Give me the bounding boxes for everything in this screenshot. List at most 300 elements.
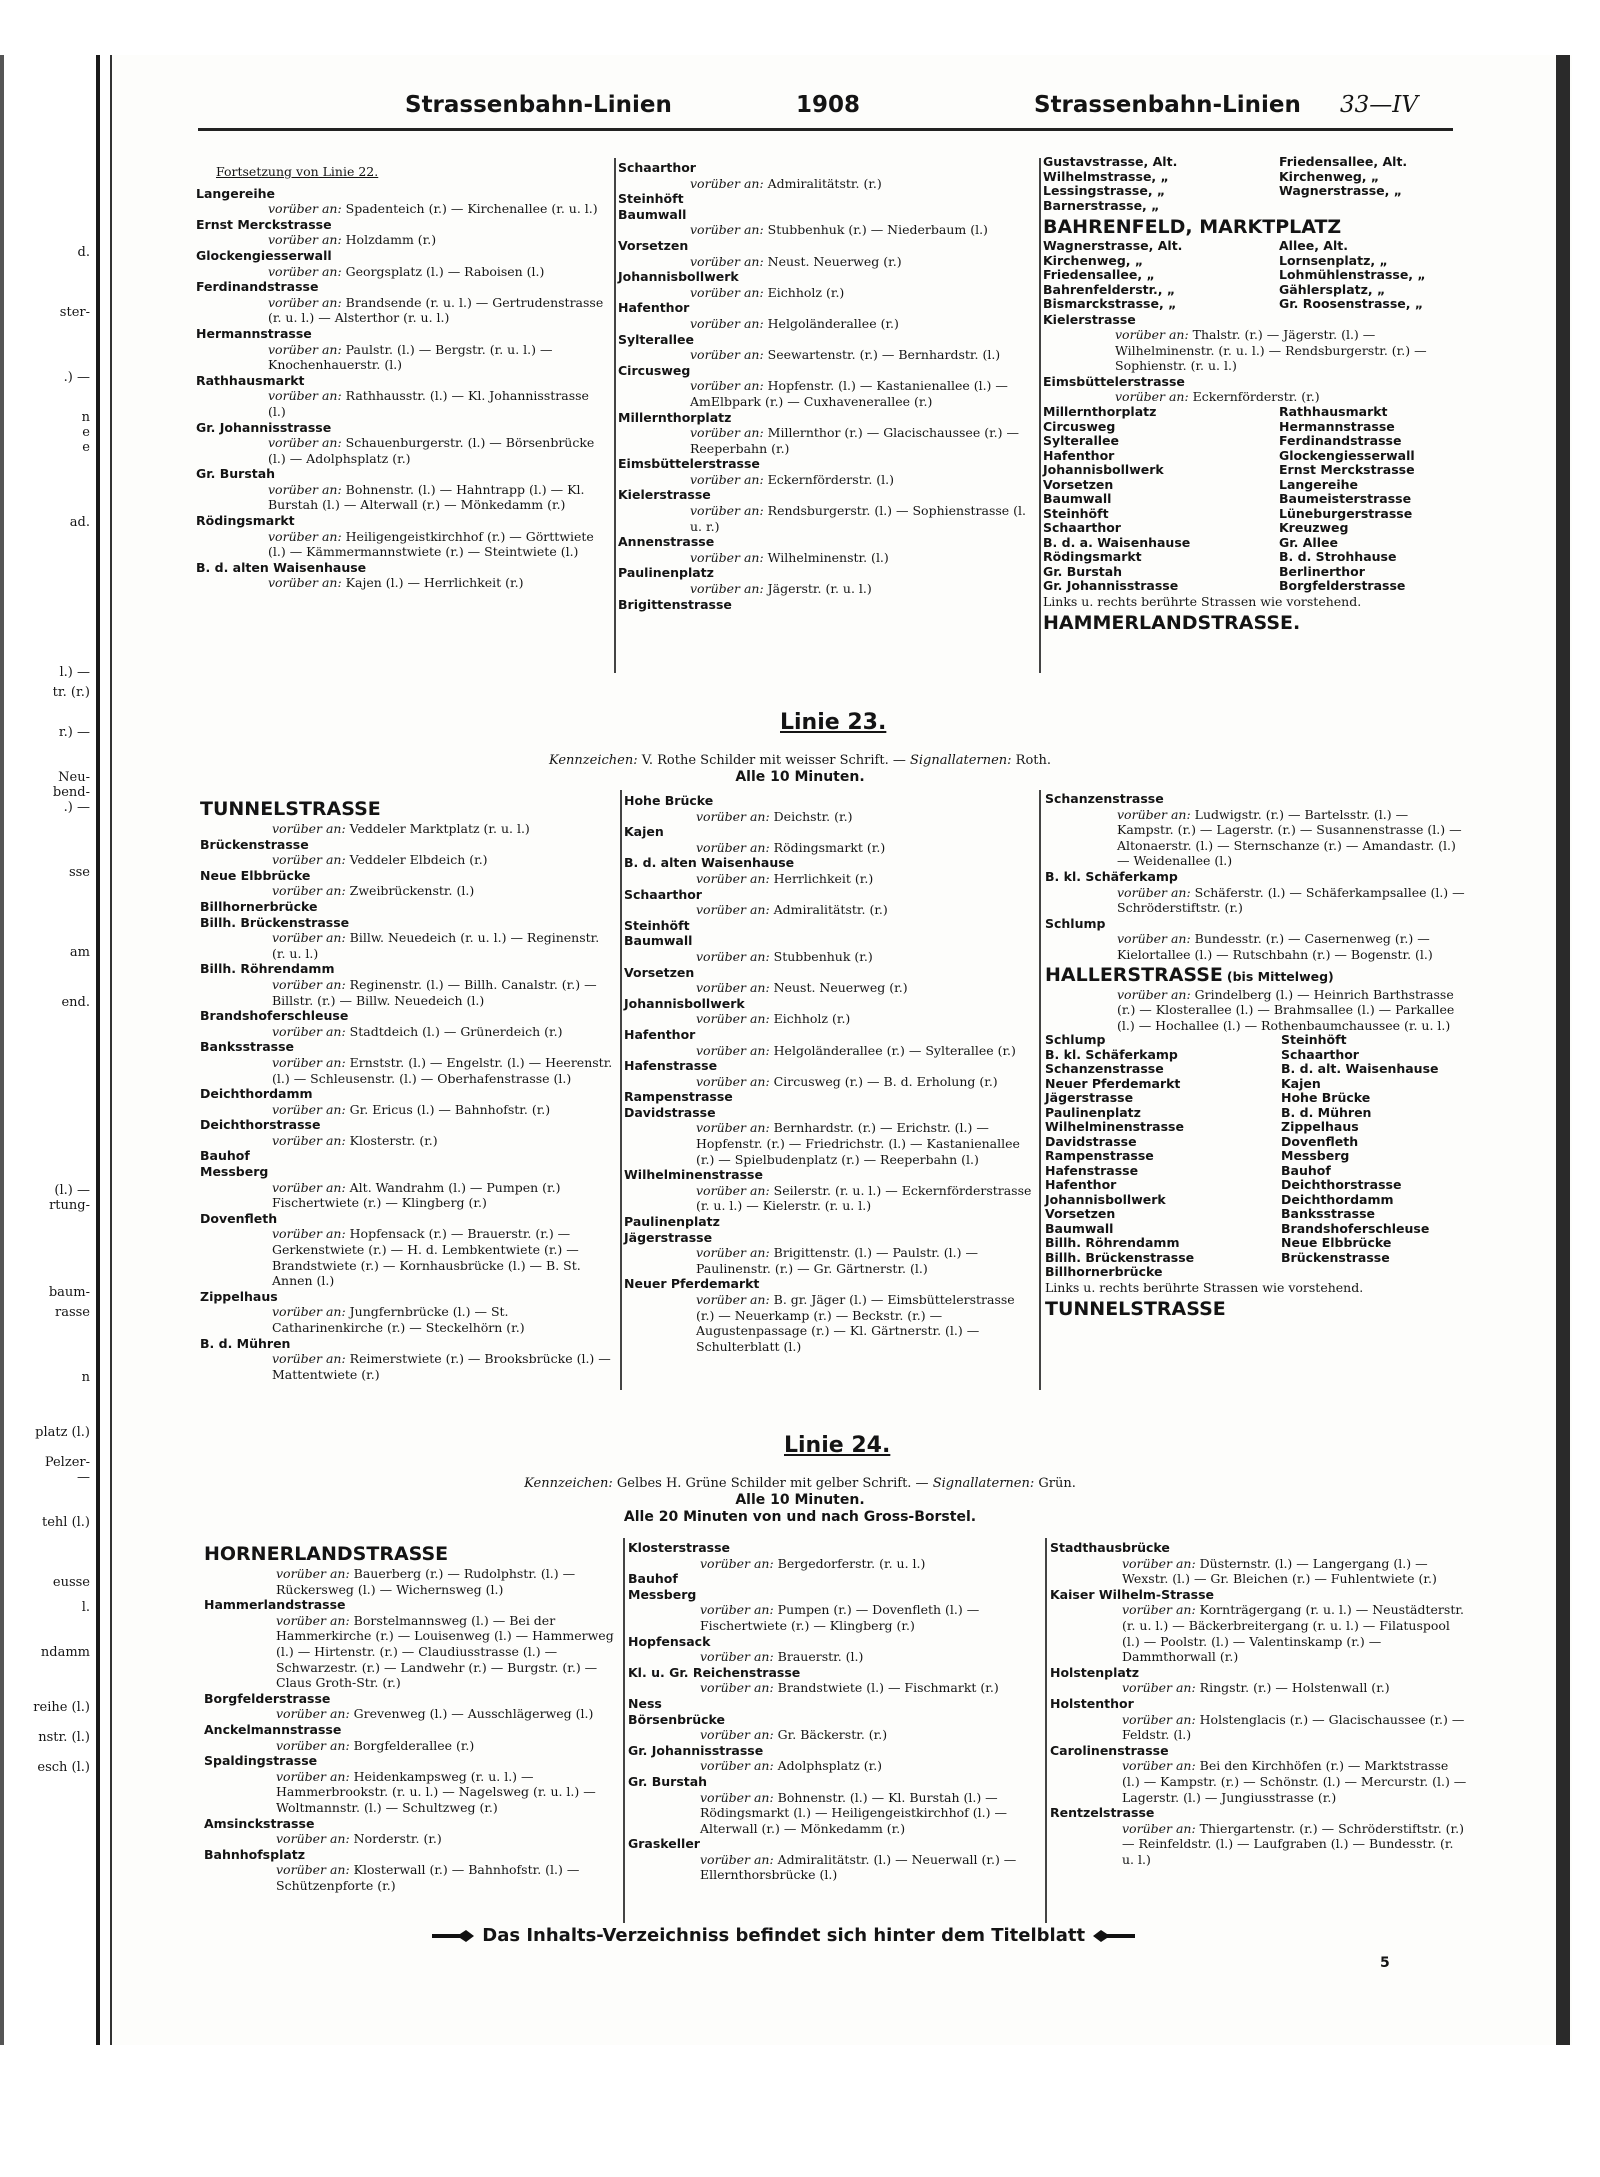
stop-via: vorüber an: Helgoländerallee (r.) — Sylterallee (r.): [696, 1042, 1016, 1058]
stop-name: Johannisbollwerk: [624, 995, 745, 1011]
stop-name: Billh. Brückenstrasse: [200, 914, 350, 930]
stop-name: Baumwall: [618, 206, 687, 222]
footer-text: Das Inhalts-Verzeichniss befindet sich hinter dem Titelblatt: [482, 1925, 1086, 1946]
stop-via: vorüber an: Circusweg (r.) — B. d. Erholung (r.): [696, 1073, 998, 1089]
route-stop: [1050, 1696, 1468, 1743]
via-label: vorüber an:: [1115, 327, 1193, 343]
station-name: Deichthordamm: [1281, 1191, 1394, 1207]
via-label: vorüber an:: [276, 1737, 354, 1753]
stop-via: vorüber an: Reginenstr. (l.) — Billh. Canalstr. (r.) — Billstr. (r.) — Billw. Neuedeich (l.): [272, 976, 597, 1008]
via-label: vorüber an:: [700, 1680, 778, 1696]
via-label: vorüber an:: [696, 980, 774, 996]
s23-pairs: [1045, 1033, 1465, 1280]
stop-via: vorüber an: Admiralitätstr. (r.): [696, 902, 888, 918]
via-label: vorüber an:: [272, 1132, 350, 1148]
via-label: vorüber an:: [268, 435, 346, 451]
via-label: vorüber an:: [276, 1612, 354, 1628]
signal-value: Roth.: [1015, 753, 1051, 768]
station-name: Lessingstrasse, „: [1043, 183, 1166, 198]
stop-name: Jägerstrasse: [624, 1229, 713, 1245]
stop-via: vorüber an: Klosterwall (r.) — Bahnhofstr. (l.) — Schützenpforte (r.): [276, 1862, 580, 1893]
station-name: Allee, Alt.: [1279, 238, 1348, 253]
route-stop: [200, 837, 615, 868]
station-name: Jägerstrasse: [1045, 1090, 1134, 1106]
neighbor-page-fragment: l.: [81, 1600, 90, 1615]
header-rule: [198, 128, 1453, 131]
station-name: B. kl. Schäferkamp: [1045, 1046, 1178, 1062]
neighbor-page-fragment: esch (l.): [37, 1760, 90, 1775]
route-stop: [200, 1148, 615, 1164]
stop-name: Kajen: [624, 824, 664, 840]
route-stop: [200, 899, 615, 915]
route-stop: [628, 1712, 1040, 1743]
s23-col3-list: [1045, 791, 1465, 963]
station-name: Kajen: [1281, 1075, 1321, 1091]
via-label: vorüber an:: [700, 1851, 778, 1867]
column-divider: [1039, 158, 1041, 673]
station-name: Bismarckstrasse, „: [1043, 296, 1177, 311]
stop-name: Steinhöft: [618, 191, 684, 207]
route-stop: [1050, 1540, 1468, 1587]
neighbor-page-fragment: ad.: [69, 515, 90, 530]
stop-via: vorüber an: Bauerberg (r.) — Rudolphstr. (l.) — Rückersweg (l.) — Wichernsweg (l.): [276, 1566, 576, 1597]
stop-via: vorüber an: Holzdamm (r.): [268, 232, 437, 248]
stop-name: Amsinckstrasse: [204, 1815, 315, 1831]
stop-name: Kielerstrasse: [1043, 311, 1136, 327]
stop-name: B. kl. Schäferkamp: [1045, 868, 1178, 884]
route-stop: [624, 1089, 1034, 1105]
via-label: vorüber an:: [696, 1042, 774, 1058]
station-name: Borgfelderstrasse: [1279, 578, 1406, 594]
route-stop: [196, 560, 606, 591]
station-name: Wilhelminenstrasse: [1045, 1119, 1184, 1135]
stop-via: vorüber an: Stubbenhuk (r.) — Niederbaum (l.): [690, 222, 988, 238]
pointing-hand-icon: [1091, 1928, 1137, 1944]
via-label: vorüber an:: [690, 581, 768, 597]
stop-name: Neue Elbbrücke: [200, 867, 311, 883]
route-stop: [628, 1634, 1040, 1665]
stop-name: Vorsetzen: [624, 964, 695, 980]
station-name: Wagnerstrasse, Alt.: [1043, 238, 1183, 253]
route-stop: [618, 332, 1033, 363]
neighbor-page-fragment: .) —: [63, 800, 90, 815]
s22-pairs-a: [1043, 155, 1463, 213]
via-label: vorüber an:: [1122, 1602, 1200, 1618]
stop-via: vorüber an: Klosterstr. (r.): [272, 1132, 438, 1148]
s24-col1-list: [204, 1566, 619, 1893]
stop-via: vorüber an: Zweibrückenstr. (l.): [272, 883, 475, 899]
s24-col3: [1050, 1540, 1468, 1867]
route-stop: [618, 269, 1033, 300]
via-label: vorüber an:: [272, 1179, 350, 1195]
route-stop: [624, 1167, 1034, 1214]
route-stop: [204, 1753, 619, 1815]
stop-name: Sylterallee: [618, 331, 695, 347]
via-label: vorüber an:: [700, 1602, 778, 1618]
kennzeichen-label: Kennzeichen:: [549, 753, 638, 768]
via-label: vorüber an:: [272, 1054, 350, 1070]
stop-via: vorüber an: Pumpen (r.) — Dovenfleth (l.) — Fischertwiete (r.) — Klingberg (r.): [700, 1602, 980, 1633]
route-stop: [1045, 869, 1465, 916]
stop-via: vorüber an: Ringstr. (r.) — Holstenwall (r.): [1122, 1680, 1390, 1696]
route-stop: [204, 1816, 619, 1847]
stop-name: Ness: [628, 1695, 662, 1711]
station-name: Zippelhaus: [1281, 1119, 1359, 1135]
route-stop: [624, 1276, 1034, 1354]
kennzeichen-value: Gelbes H. Grüne Schilder mit gelber Schrift. —: [616, 1476, 929, 1491]
via-label: vorüber an:: [696, 1120, 774, 1136]
stop-name: Baumwall: [624, 933, 693, 949]
stop-via: vorüber an: Eichholz (r.): [696, 1011, 851, 1027]
station-name: Kirchenweg, „: [1279, 168, 1380, 184]
via-label: vorüber an:: [696, 948, 774, 964]
station-name: Paulinenplatz: [1045, 1104, 1141, 1120]
via-label: vorüber an:: [1115, 389, 1193, 405]
s22-col3-entries: [1043, 312, 1463, 406]
route-stop: [200, 1086, 615, 1117]
stop-via: vorüber an: Reimerstwiete (r.) — Brooksbrücke (l.) — Mattentwiete (r.): [272, 1351, 611, 1382]
via-label: vorüber an:: [690, 471, 768, 487]
via-label: vorüber an:: [700, 1555, 778, 1571]
via-label: vorüber an:: [696, 1182, 774, 1198]
page-number: 5: [1380, 1955, 1390, 1971]
stop-name: Holstenplatz: [1050, 1664, 1140, 1680]
stop-name: Wilhelminenstrasse: [624, 1167, 763, 1183]
station-name: Sylterallee: [1043, 433, 1120, 449]
stop-via: vorüber an: Neust. Neuerweg (r.): [690, 253, 902, 269]
page-right-shadow: [1556, 55, 1570, 2045]
route-stop: [200, 915, 615, 962]
station-name: Vorsetzen: [1043, 476, 1114, 492]
route-stop: [618, 597, 1033, 613]
stop-name: Schlump: [1045, 915, 1106, 931]
station-name: Neuer Pferdemarkt: [1045, 1075, 1181, 1091]
stop-name: Hopfensack: [628, 1633, 711, 1649]
route-stop: [628, 1836, 1040, 1883]
stop-via: vorüber an: Wilhelminenstr. (l.): [690, 549, 889, 565]
stop-via: vorüber an: Eichholz (r.): [690, 284, 845, 300]
route-stop: [1043, 374, 1463, 405]
via-label: vorüber an:: [272, 930, 350, 946]
linie-24-kennzeichen: [300, 1475, 1300, 1492]
stop-name: Schaarthor: [624, 886, 702, 902]
stop-via: vorüber an: Rödingsmarkt (r.): [696, 839, 886, 855]
stop-name: Ferdinandstrasse: [196, 279, 319, 295]
via-label: vorüber an:: [700, 1727, 778, 1743]
s22-col3: [1043, 155, 1463, 635]
route-stop: [196, 248, 606, 279]
route-stop: [618, 191, 1033, 207]
linie-23-title: Linie 23.: [780, 710, 887, 735]
stop-name: Messberg: [628, 1586, 697, 1602]
station-name: Deichthorstrasse: [1281, 1177, 1402, 1193]
stop-via: vorüber an: Hopfenstr. (l.) — Kastanienallee (l.) — AmElbpark (r.) — Cuxhavenerallee (r.): [690, 378, 1008, 409]
station-name: Gr. Allee: [1279, 534, 1338, 550]
via-label: vorüber an:: [1122, 1711, 1200, 1727]
route-stop: [624, 1230, 1034, 1277]
via-label: vorüber an:: [272, 821, 350, 836]
stop-via: vorüber an: Stadtdeich (l.) — Grünerdeich (r.): [272, 1023, 563, 1039]
station-name: Gr. Roosenstrasse, „: [1279, 296, 1424, 311]
station-name: Steinhöft: [1281, 1032, 1347, 1048]
stop-via: vorüber an: Schäferstr. (l.) — Schäferkampsallee (l.) — Schröderstiftstr. (r.): [1117, 884, 1465, 916]
via-label: vorüber an:: [690, 253, 768, 269]
s23-col3: [1045, 791, 1465, 1321]
station-name: Barnerstrasse, „: [1043, 197, 1160, 213]
tunnelstrasse-end: TUNNELSTRASSE: [1045, 1298, 1226, 1321]
route-stop: [196, 513, 606, 560]
neighbor-page-fragment: reihe (l.): [33, 1700, 90, 1715]
route-stop: [618, 207, 1033, 238]
stop-via: vorüber an: Seewartenstr. (r.) — Bernhardstr. (l.): [690, 347, 1001, 363]
stop-name: Gr. Burstah: [196, 466, 276, 482]
route-stop: [618, 456, 1033, 487]
station-name: Baumwall: [1043, 491, 1112, 507]
stop-name: Bauhof: [628, 1571, 678, 1587]
via-label: vorüber an:: [1117, 986, 1191, 1002]
stop-via: vorüber an: Schauenburgerstr. (l.) — Börsenbrücke (l.) — Adolphsplatz (r.): [268, 435, 595, 466]
station-name: Langereihe: [1279, 476, 1359, 492]
stop-name: Johannisbollwerk: [618, 269, 739, 285]
stop-name: Ernst Merckstrasse: [196, 216, 332, 232]
station-name: Millernthorplatz: [1043, 404, 1157, 420]
station-name: Hafenstrasse: [1045, 1162, 1139, 1178]
stop-name: Anckelmannstrasse: [204, 1721, 342, 1737]
station-name: Messberg: [1281, 1148, 1350, 1164]
stop-name: Schanzenstrasse: [1045, 791, 1164, 806]
stop-via: vorüber an: Heiligengeistkirchhof (r.) — Görttwiete (l.) — Kämmermannstwiete (r.) — Steintwiete (l.): [268, 528, 594, 560]
route-stop: [200, 1008, 615, 1039]
stop-name: Hammerlandstrasse: [204, 1597, 346, 1613]
station-name: Rathhausmarkt: [1279, 404, 1388, 420]
via-label: vorüber an:: [268, 232, 346, 248]
stop-name: Borgfelderstrasse: [204, 1690, 331, 1706]
stop-name: Gr. Johannisstrasse: [628, 1742, 764, 1758]
via-label: vorüber an:: [690, 175, 768, 191]
via-label: vorüber an:: [1117, 806, 1195, 822]
stop-via: vorüber an: Kajen (l.) — Herrlichkeit (r.): [268, 575, 524, 591]
stop-via: vorüber an: Stubbenhuk (r.): [696, 948, 873, 964]
via-label: vorüber an:: [696, 1245, 774, 1261]
linie-24-interval-2: Alle 20 Minuten von und nach Gross-Borstel.: [623, 1509, 977, 1525]
route-stop: [624, 1214, 1034, 1230]
station-name: Rampenstrasse: [1045, 1148, 1154, 1164]
s22-col1: [196, 164, 606, 591]
stop-via: vorüber an: B. gr. Jäger (l.) — Eimsbüttelerstrasse (r.) — Neuerkamp (r.) — Beckstr. (r.) — Augustenpassage (r.) — Kl. Gärtnerstr. (l.) — Schulterblatt (l.): [696, 1292, 1015, 1354]
stop-name: Billhornerbrücke: [200, 898, 318, 914]
route-stop: [200, 1289, 615, 1336]
station-name: [1279, 199, 1463, 214]
stop-via: vorüber an: Billw. Neuedeich (r. u. l.) — Reginenstr. (r. u. l.): [272, 930, 600, 961]
kennzeichen-label: Kennzeichen:: [524, 1476, 613, 1491]
station-name: Rödingsmarkt: [1043, 549, 1142, 565]
stop-name: B. d. Mühren: [200, 1335, 291, 1351]
station-name: Circusweg: [1043, 418, 1116, 434]
station-name: Billhornerbrücke: [1045, 1264, 1163, 1280]
via-label: vorüber an:: [272, 883, 350, 899]
route-stop: [1050, 1587, 1468, 1665]
via-label: vorüber an:: [268, 341, 346, 357]
stop-via: vorüber an: Grevenweg (l.) — Ausschlägerweg (l.): [276, 1706, 594, 1722]
page-edge-bar: [96, 55, 100, 2045]
hallerstrasse-heading: HALLERSTRASSE: [1045, 963, 1223, 986]
neighbor-page-fragment: (l.) —: [54, 1183, 90, 1198]
route-stop: [196, 466, 606, 513]
stop-via: vorüber an: Deichstr. (r.): [696, 808, 853, 824]
stop-name: Brückenstrasse: [200, 836, 309, 852]
stop-via: vorüber an: Jägerstr. (r. u. l.): [690, 581, 872, 597]
stop-via: vorüber an: Herrlichkeit (r.): [696, 870, 874, 886]
stop-name: Gr. Burstah: [628, 1773, 708, 1789]
route-stop: [1043, 312, 1463, 374]
station-name: Neue Elbbrücke: [1281, 1235, 1392, 1251]
route-stop: [1050, 1743, 1468, 1805]
via-label: vorüber an:: [690, 315, 768, 331]
station-name: Schlump: [1045, 1032, 1106, 1048]
stop-name: Vorsetzen: [618, 237, 689, 253]
station-name: Friedensallee, Alt.: [1279, 154, 1408, 169]
route-stop: [618, 300, 1033, 331]
via-label: vorüber an:: [276, 1831, 354, 1847]
column-divider: [1039, 790, 1041, 1390]
signal-value: Grün.: [1038, 1476, 1076, 1491]
via-label: vorüber an:: [696, 902, 774, 918]
signal-label: Signallaternen:: [932, 1476, 1035, 1491]
route-stop: [196, 373, 606, 420]
linie-23-interval: Alle 10 Minuten.: [735, 769, 865, 785]
route-stop: [628, 1571, 1040, 1587]
stop-via: vorüber an: Bergedorferstr. (r. u. l.): [700, 1555, 926, 1571]
station-name: Wilhelmstrasse, „: [1043, 168, 1169, 184]
stop-via: vorüber an: Eckernförderstr. (r.): [1115, 389, 1320, 405]
neighbor-page-fragment: .) —: [63, 370, 90, 385]
route-stop: [204, 1566, 619, 1597]
stop-name: Hafenthor: [618, 300, 690, 316]
route-stop: [200, 1117, 615, 1148]
neighbor-page-fragment: ndamm: [40, 1645, 90, 1660]
station-name: Schaarthor: [1281, 1046, 1359, 1062]
s24-col2: [628, 1540, 1040, 1883]
station-name: Ferdinandstrasse: [1279, 433, 1402, 449]
station-name: Billh. Brückenstrasse: [1045, 1249, 1195, 1265]
station-name: Dovenfleth: [1281, 1133, 1359, 1149]
stop-via: vorüber an: Adolphsplatz (r.): [700, 1758, 883, 1774]
stop-name: Eimsbüttelerstrasse: [618, 456, 760, 472]
stop-via: vorüber an: Bundesstr. (r.) — Casernenweg (r.) — Kielortallee (l.) — Rutschbahn (r.) — Bogenstr. (l.): [1117, 931, 1433, 962]
via-label: vorüber an:: [696, 870, 774, 886]
station-name: Billh. Röhrendamm: [1045, 1235, 1180, 1251]
neighbor-page-fragment: sse: [68, 865, 90, 880]
neighbor-page-fragment: n: [81, 1370, 90, 1385]
stop-name: Hafenthor: [624, 1026, 696, 1042]
via-label: vorüber an:: [696, 808, 774, 824]
stop-via: vorüber an: Brandsende (r. u. l.) — Gertrudenstrasse (r. u. l.) — Alsterthor (r. u. l.): [268, 294, 604, 326]
s23-col1: [200, 795, 615, 1382]
route-stop: [628, 1743, 1040, 1774]
stop-name: Deichthorstrasse: [200, 1117, 321, 1133]
route-stop: [196, 217, 606, 248]
station-name: Gr. Burstah: [1043, 563, 1123, 579]
route-stop: [624, 918, 1034, 934]
stop-name: Rentzelstrasse: [1050, 1805, 1155, 1821]
neighbor-page-fragment: d.: [77, 245, 90, 260]
stop-name: Millernthorplatz: [618, 409, 732, 425]
station-name: Gr. Johannisstrasse: [1043, 578, 1179, 594]
header-year: 1908: [796, 92, 861, 118]
column-divider: [623, 1538, 625, 1923]
stop-name: Graskeller: [628, 1836, 700, 1852]
stop-via: vorüber an: Brandstwiete (l.) — Fischmarkt (r.): [700, 1680, 999, 1696]
route-stop: [628, 1774, 1040, 1836]
station-name: B. d. Strohhause: [1279, 549, 1397, 565]
via-label: vorüber an:: [272, 1226, 350, 1242]
stop-via: vorüber an: Neust. Neuerweg (r.): [696, 980, 908, 996]
stop-name: Billh. Röhrendamm: [200, 961, 335, 977]
route-stop: [624, 1105, 1034, 1167]
s23-col2: [624, 793, 1034, 1354]
via-label: vorüber an:: [690, 284, 768, 300]
station-name: Johannisbollwerk: [1043, 462, 1164, 478]
linie-24-meta: [300, 1475, 1300, 1526]
stop-via: vorüber an: Eckernförderstr. (l.): [690, 471, 894, 487]
neighbor-page-fragment: tehl (l.): [41, 1515, 90, 1530]
route-stop: [196, 279, 606, 326]
stop-via: vorüber an: Thalstr. (r.) — Jägerstr. (l.) — Wilhelminenstr. (r. u. l.) — Rendsburgerstr. (r.) — Sophienstr. (r. u. l.): [1115, 327, 1427, 374]
header-left-title: Strassenbahn-Linien: [405, 92, 672, 118]
stop-name: Bahnhofsplatz: [204, 1846, 306, 1862]
station-name: Hermannstrasse: [1279, 418, 1395, 434]
neighbor-page-edge: [0, 55, 100, 2045]
pointing-hand-icon: [430, 1928, 476, 1944]
station-name: Wagnerstrasse, „: [1279, 183, 1402, 198]
stop-via: vorüber an: Rendsburgerstr. (l.) — Sophienstrasse (l. u. r.): [690, 503, 1026, 534]
s23-note: Links u. rechts berührte Strassen wie vorstehend.: [1045, 1279, 1364, 1295]
signal-label: Signallaternen:: [909, 753, 1012, 768]
via-label: vorüber an:: [700, 1649, 778, 1665]
stop-via: vorüber an: Ludwigstr. (r.) — Bartelsstr. (l.) — Kampstr. (r.) — Lagerstr. (r.) — Susannenstrasse (l.) — Altonaerstr. (l.) — Sternschanze (r.) — Amandastr. (l.) — Weidenallee (l.): [1117, 806, 1462, 869]
kennzeichen-value: V. Rothe Schilder mit weisser Schrift. —: [641, 753, 906, 768]
via-label: vorüber an:: [268, 294, 346, 310]
neighbor-page-fragment: rasse: [54, 1305, 90, 1320]
stop-via: vorüber an: Kornträgergang (r. u. l.) — Neustädterstr. (r. u. l.) — Bäckerbreitergang (r. u. l.) — Filatuspool (l.) — Poolstr. (l.) — Valentinskamp (r.) — Dammthorwall (r.): [1122, 1602, 1464, 1665]
route-stop: [624, 996, 1034, 1027]
stop-name: Carolinenstrasse: [1050, 1742, 1169, 1758]
route-stop: [200, 1336, 615, 1383]
stop-via: vorüber an: Paulstr. (l.) — Bergstr. (r. u. l.) — Knochenhauerstr. (l.): [268, 341, 553, 373]
stop-name: Kl. u. Gr. Reichenstrasse: [628, 1664, 801, 1680]
continuation-note: Fortsetzung von Linie 22.: [216, 164, 379, 179]
stop-name: Kielerstrasse: [618, 487, 711, 503]
via-label: vorüber an:: [690, 503, 768, 519]
stop-via: vorüber an: Georgsplatz (l.) — Raboisen (l.): [268, 263, 545, 279]
linie-23-meta: [300, 752, 1300, 786]
route-stop: [624, 1027, 1034, 1058]
via-label: vorüber an:: [276, 1862, 354, 1878]
station-name: Lornsenplatz, „: [1279, 252, 1388, 268]
stop-via: vorüber an: Veddeler Marktplatz (r. u. l.): [272, 821, 530, 836]
s23-col2-list: [624, 793, 1034, 1354]
s22-col1-list: [196, 186, 606, 591]
stop-name: Glockengiesserwall: [196, 247, 332, 263]
stop-name: Banksstrasse: [200, 1039, 294, 1055]
hammerlandstrasse-heading: HAMMERLANDSTRASSE.: [1043, 612, 1301, 635]
stop-name: Rödingsmarkt: [196, 513, 295, 529]
stop-via: vorüber an: Hopfensack (r.) — Brauerstr. (r.) — Gerkenstwiete (r.) — H. d. Lembkentwiete (r.) — Brandstwiete (r.) — Kornhausbrücke (l.) — B. St. Annen (l.): [272, 1226, 581, 1289]
stop-via: vorüber an: Admiralitätstr. (r.): [690, 175, 882, 191]
via-label: vorüber an:: [690, 549, 768, 565]
neighbor-page-fragment: —: [77, 1470, 90, 1485]
via-label: vorüber an:: [1122, 1555, 1200, 1571]
